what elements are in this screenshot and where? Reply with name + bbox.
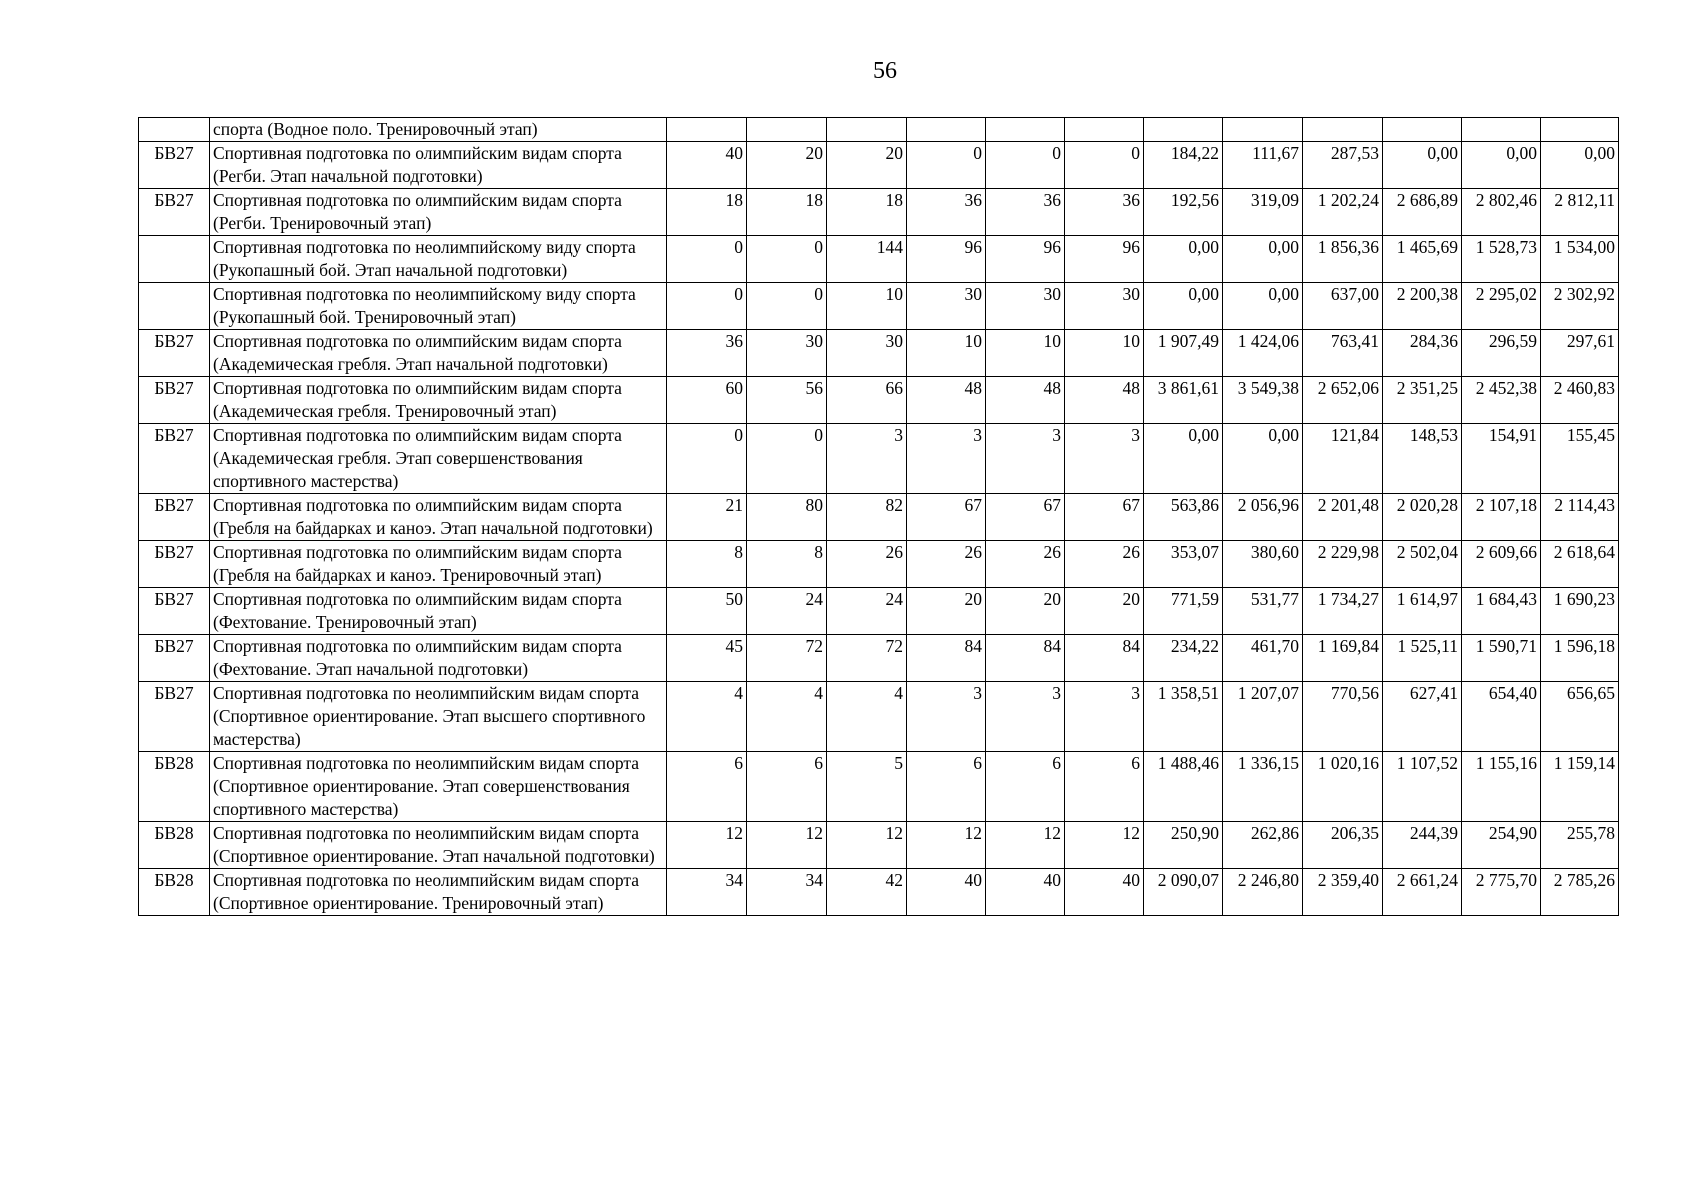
value-cell: 36 [667,330,747,377]
row-code: БВ27 [139,330,210,377]
value-cell: 3 [827,424,907,494]
table-row [139,142,1619,189]
value-cell: 0,00 [1541,142,1619,189]
row-description: спорта (Водное поло. Тренировочный этап) [210,118,667,142]
value-cell: 1 528,73 [1462,236,1541,283]
value-cell: 12 [747,822,827,869]
table-row [139,588,1619,635]
value-cell [907,118,986,142]
value-cell: 4 [747,682,827,752]
value-cell: 2 359,40 [1303,869,1383,916]
value-cell: 26 [986,541,1065,588]
value-cell: 148,53 [1383,424,1462,494]
value-cell: 20 [986,588,1065,635]
value-cell: 6 [1065,752,1144,822]
value-cell: 84 [1065,635,1144,682]
value-cell: 2 661,24 [1383,869,1462,916]
row-description: Спортивная подготовка по олимпийским видам спорта (Гребля на байдарках и каноэ. Тренировочный этап) [210,541,667,588]
value-cell: 1 207,07 [1223,682,1303,752]
page-number: 56 [873,58,897,84]
value-cell: 2 775,70 [1462,869,1541,916]
value-cell: 3 [1065,424,1144,494]
table-row [139,682,1619,752]
value-cell: 20 [907,588,986,635]
value-cell: 206,35 [1303,822,1383,869]
value-cell: 8 [667,541,747,588]
value-cell: 1 336,15 [1223,752,1303,822]
value-cell: 12 [986,822,1065,869]
row-code [139,236,210,283]
value-cell: 297,61 [1541,330,1619,377]
value-cell: 72 [747,635,827,682]
value-cell: 4 [827,682,907,752]
value-cell: 48 [907,377,986,424]
value-cell: 24 [827,588,907,635]
value-cell [986,118,1065,142]
table-row [139,494,1619,541]
value-cell: 48 [986,377,1065,424]
value-cell: 3 [907,682,986,752]
value-cell: 2 201,48 [1303,494,1383,541]
value-cell: 67 [986,494,1065,541]
value-cell: 42 [827,869,907,916]
value-cell: 2 246,80 [1223,869,1303,916]
value-cell: 1 596,18 [1541,635,1619,682]
value-cell: 10 [986,330,1065,377]
row-code: БВ27 [139,424,210,494]
table-row [139,635,1619,682]
value-cell [1462,118,1541,142]
row-code [139,118,210,142]
value-cell: 36 [986,189,1065,236]
value-cell: 254,90 [1462,822,1541,869]
value-cell: 2 452,38 [1462,377,1541,424]
row-description: Спортивная подготовка по неолимпийским видам спорта (Спортивное ориентирование. Этап совершенствования спортивного мастерства) [210,752,667,822]
value-cell: 26 [1065,541,1144,588]
value-cell: 184,22 [1144,142,1223,189]
value-cell: 2 812,11 [1541,189,1619,236]
value-cell [1065,118,1144,142]
row-code: БВ27 [139,541,210,588]
value-cell: 18 [827,189,907,236]
value-cell: 67 [907,494,986,541]
value-cell: 1 525,11 [1383,635,1462,682]
value-cell: 26 [827,541,907,588]
value-cell: 380,60 [1223,541,1303,588]
value-cell: 10 [1065,330,1144,377]
value-cell: 34 [747,869,827,916]
row-description: Спортивная подготовка по неолимпийскому виду спорта (Рукопашный бой. Тренировочный этап) [210,283,667,330]
value-cell: 1 488,46 [1144,752,1223,822]
value-cell: 34 [667,869,747,916]
row-description: Спортивная подготовка по неолимпийским видам спорта (Спортивное ориентирование. Этап высшего спортивного мастерства) [210,682,667,752]
value-cell: 72 [827,635,907,682]
value-cell: 284,36 [1383,330,1462,377]
value-cell: 0,00 [1144,424,1223,494]
value-cell: 30 [747,330,827,377]
value-cell: 20 [1065,588,1144,635]
value-cell: 4 [667,682,747,752]
value-cell: 0,00 [1383,142,1462,189]
value-cell: 1 856,36 [1303,236,1383,283]
value-cell: 3 549,38 [1223,377,1303,424]
value-cell: 36 [907,189,986,236]
row-description: Спортивная подготовка по олимпийским видам спорта (Фехтование. Этап начальной подготовки) [210,635,667,682]
value-cell: 6 [986,752,1065,822]
value-cell: 770,56 [1303,682,1383,752]
value-cell: 2 107,18 [1462,494,1541,541]
value-cell: 771,59 [1144,588,1223,635]
value-cell: 2 686,89 [1383,189,1462,236]
value-cell: 2 351,25 [1383,377,1462,424]
value-cell: 1 202,24 [1303,189,1383,236]
value-cell: 66 [827,377,907,424]
value-cell: 144 [827,236,907,283]
value-cell: 154,91 [1462,424,1541,494]
value-cell: 2 802,46 [1462,189,1541,236]
value-cell: 3 [907,424,986,494]
row-code: БВ27 [139,494,210,541]
value-cell: 0,00 [1462,142,1541,189]
value-cell [1144,118,1223,142]
value-cell: 255,78 [1541,822,1619,869]
table-row [139,118,1619,142]
value-cell: 40 [1065,869,1144,916]
value-cell: 0 [747,236,827,283]
value-cell: 2 090,07 [1144,869,1223,916]
value-cell: 2 785,26 [1541,869,1619,916]
value-cell [1383,118,1462,142]
value-cell: 12 [907,822,986,869]
row-description: Спортивная подготовка по олимпийским видам спорта (Академическая гребля. Этап начальной подготовки) [210,330,667,377]
row-description: Спортивная подготовка по неолимпийскому виду спорта (Рукопашный бой. Этап начальной подготовки) [210,236,667,283]
value-cell: 0 [1065,142,1144,189]
value-cell: 1 169,84 [1303,635,1383,682]
value-cell: 6 [907,752,986,822]
row-code: БВ27 [139,189,210,236]
value-cell: 96 [986,236,1065,283]
value-cell: 0 [747,283,827,330]
value-cell: 26 [907,541,986,588]
value-cell: 1 465,69 [1383,236,1462,283]
value-cell: 50 [667,588,747,635]
value-cell: 24 [747,588,827,635]
value-cell: 21 [667,494,747,541]
value-cell: 60 [667,377,747,424]
value-cell: 1 590,71 [1462,635,1541,682]
value-cell: 3 861,61 [1144,377,1223,424]
value-cell: 0 [907,142,986,189]
value-cell: 3 [986,682,1065,752]
table-row [139,424,1619,494]
value-cell: 2 609,66 [1462,541,1541,588]
value-cell: 637,00 [1303,283,1383,330]
value-cell [1541,118,1619,142]
value-cell: 111,67 [1223,142,1303,189]
value-cell: 1 107,52 [1383,752,1462,822]
value-cell: 461,70 [1223,635,1303,682]
value-cell: 1 907,49 [1144,330,1223,377]
value-cell: 30 [827,330,907,377]
value-cell: 30 [1065,283,1144,330]
value-cell: 45 [667,635,747,682]
row-code: БВ27 [139,588,210,635]
value-cell: 12 [827,822,907,869]
table-row [139,541,1619,588]
row-description: Спортивная подготовка по олимпийским видам спорта (Академическая гребля. Этап совершенствования спортивного мастерства) [210,424,667,494]
value-cell: 10 [907,330,986,377]
value-cell: 0,00 [1223,236,1303,283]
value-cell: 40 [986,869,1065,916]
row-description: Спортивная подготовка по олимпийским видам спорта (Гребля на байдарках и каноэ. Этап начальной подготовки) [210,494,667,541]
value-cell: 0 [986,142,1065,189]
row-code: БВ28 [139,822,210,869]
row-description: Спортивная подготовка по олимпийским видам спорта (Фехтование. Тренировочный этап) [210,588,667,635]
row-description: Спортивная подготовка по олимпийским видам спорта (Регби. Тренировочный этап) [210,189,667,236]
value-cell: 2 020,28 [1383,494,1462,541]
value-cell: 96 [1065,236,1144,283]
row-code: БВ27 [139,142,210,189]
row-description: Спортивная подготовка по олимпийским видам спорта (Регби. Этап начальной подготовки) [210,142,667,189]
row-code: БВ28 [139,869,210,916]
value-cell: 262,86 [1223,822,1303,869]
table-row [139,752,1619,822]
value-cell: 3 [986,424,1065,494]
value-cell: 40 [667,142,747,189]
table-row [139,869,1619,916]
row-code: БВ27 [139,377,210,424]
value-cell: 656,65 [1541,682,1619,752]
row-code: БВ28 [139,752,210,822]
value-cell: 2 114,43 [1541,494,1619,541]
value-cell: 244,39 [1383,822,1462,869]
value-cell: 10 [827,283,907,330]
value-cell [827,118,907,142]
table-row [139,377,1619,424]
value-cell: 2 302,92 [1541,283,1619,330]
value-cell: 2 056,96 [1223,494,1303,541]
value-cell: 48 [1065,377,1144,424]
row-code: БВ27 [139,682,210,752]
value-cell: 82 [827,494,907,541]
value-cell: 531,77 [1223,588,1303,635]
value-cell: 287,53 [1303,142,1383,189]
value-cell [667,118,747,142]
value-cell: 6 [747,752,827,822]
value-cell: 2 200,38 [1383,283,1462,330]
table-row [139,283,1619,330]
row-description: Спортивная подготовка по неолимпийским видам спорта (Спортивное ориентирование. Этап начальной подготовки) [210,822,667,869]
value-cell: 0 [667,283,747,330]
value-cell: 1 690,23 [1541,588,1619,635]
row-code: БВ27 [139,635,210,682]
value-cell: 2 295,02 [1462,283,1541,330]
value-cell: 12 [667,822,747,869]
value-cell: 2 502,04 [1383,541,1462,588]
value-cell: 6 [667,752,747,822]
value-cell: 84 [907,635,986,682]
value-cell: 0 [747,424,827,494]
value-cell: 1 534,00 [1541,236,1619,283]
value-cell: 2 460,83 [1541,377,1619,424]
value-cell: 0,00 [1223,424,1303,494]
value-cell: 30 [907,283,986,330]
value-cell: 1 155,16 [1462,752,1541,822]
value-cell [1223,118,1303,142]
table-row [139,189,1619,236]
table-row [139,822,1619,869]
row-description: Спортивная подготовка по олимпийским видам спорта (Академическая гребля. Тренировочный этап) [210,377,667,424]
value-cell: 40 [907,869,986,916]
value-cell: 0,00 [1223,283,1303,330]
value-cell: 0 [667,236,747,283]
value-cell: 2 229,98 [1303,541,1383,588]
table-row [139,236,1619,283]
value-cell: 2 652,06 [1303,377,1383,424]
row-code [139,283,210,330]
row-description: Спортивная подготовка по неолимпийским видам спорта (Спортивное ориентирование. Тренировочный этап) [210,869,667,916]
value-cell: 1 734,27 [1303,588,1383,635]
value-cell: 36 [1065,189,1144,236]
value-cell: 96 [907,236,986,283]
table-row [139,330,1619,377]
value-cell: 67 [1065,494,1144,541]
value-cell: 18 [667,189,747,236]
value-cell: 563,86 [1144,494,1223,541]
value-cell: 121,84 [1303,424,1383,494]
value-cell: 296,59 [1462,330,1541,377]
value-cell: 1 020,16 [1303,752,1383,822]
value-cell: 155,45 [1541,424,1619,494]
value-cell: 84 [986,635,1065,682]
value-cell: 319,09 [1223,189,1303,236]
value-cell: 1 424,06 [1223,330,1303,377]
value-cell: 353,07 [1144,541,1223,588]
value-cell: 20 [827,142,907,189]
value-cell: 8 [747,541,827,588]
value-cell: 0,00 [1144,283,1223,330]
value-cell: 12 [1065,822,1144,869]
value-cell: 192,56 [1144,189,1223,236]
value-cell: 56 [747,377,827,424]
value-cell: 3 [1065,682,1144,752]
value-cell: 30 [986,283,1065,330]
value-cell: 654,40 [1462,682,1541,752]
value-cell: 234,22 [1144,635,1223,682]
value-cell: 763,41 [1303,330,1383,377]
value-cell: 1 159,14 [1541,752,1619,822]
value-cell [747,118,827,142]
value-cell: 2 618,64 [1541,541,1619,588]
value-cell: 18 [747,189,827,236]
value-cell: 0,00 [1144,236,1223,283]
value-cell: 627,41 [1383,682,1462,752]
value-cell: 1 684,43 [1462,588,1541,635]
value-cell: 80 [747,494,827,541]
value-cell: 250,90 [1144,822,1223,869]
value-cell: 1 614,97 [1383,588,1462,635]
value-cell: 5 [827,752,907,822]
data-table [138,117,1619,916]
value-cell: 1 358,51 [1144,682,1223,752]
value-cell: 20 [747,142,827,189]
value-cell [1303,118,1383,142]
value-cell: 0 [667,424,747,494]
